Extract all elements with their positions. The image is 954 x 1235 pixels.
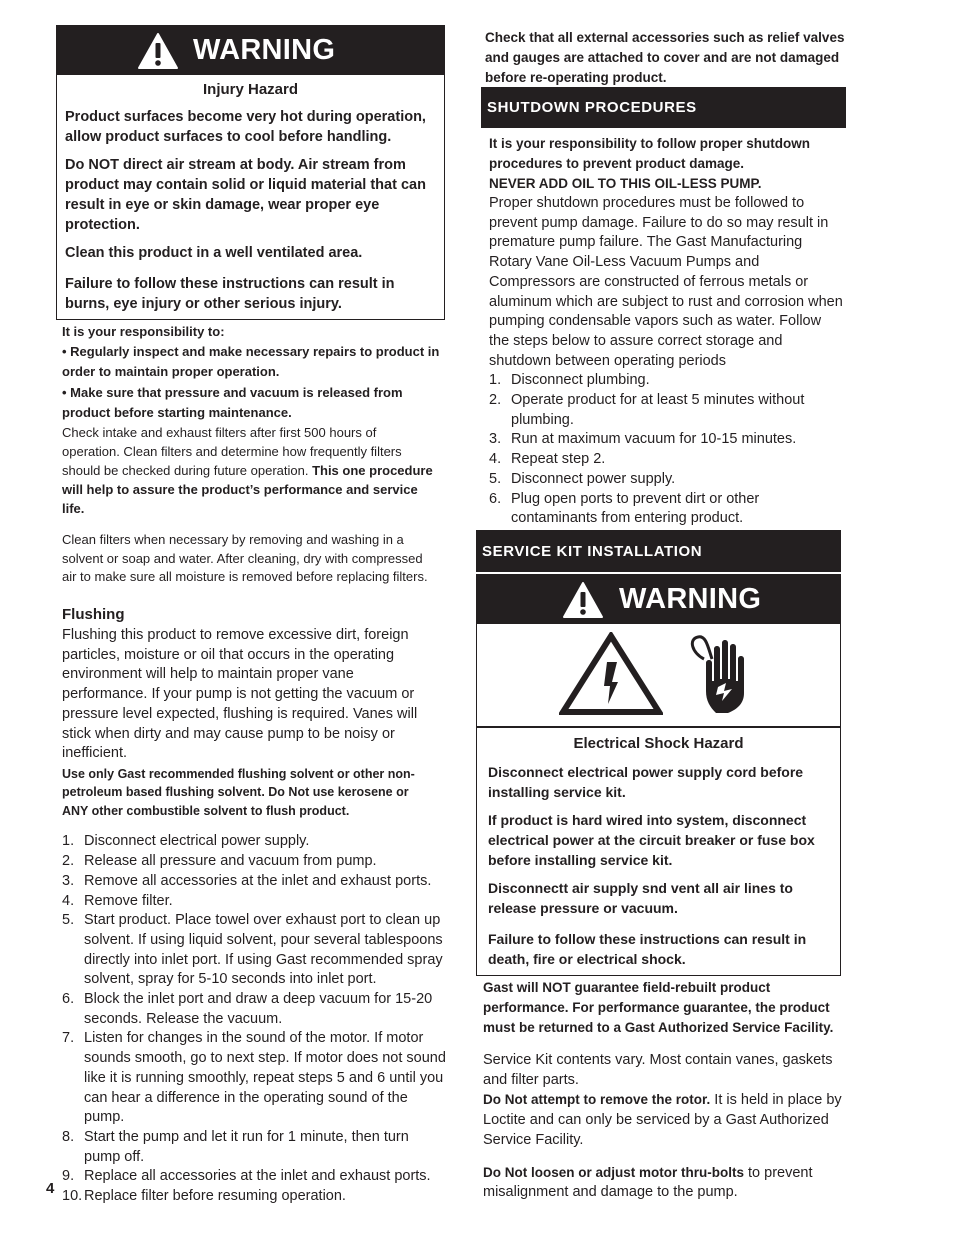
filters-section: [62, 423, 437, 587]
list-item: [489, 490, 845, 529]
warning-triangle-icon: [137, 32, 179, 70]
bolts-warning: Do Not loosen or adjust motor thru-bolts: [483, 1164, 744, 1180]
shutdown-oil-warning: NEVER ADD OIL TO THIS OIL-LESS PUMP.: [489, 176, 762, 191]
step-number: 6.: [62, 991, 75, 1008]
step-text: Start product. Place towel over exhaust port to clean up solvent. If using liquid solvent, pour several tablespoons directly into inlet port. If using Gast recommended spray solvent, spray for 5-10 seconds into inlet port.: [84, 912, 443, 988]
step-number: 3.: [62, 872, 75, 889]
shutdown-section: [489, 134, 845, 529]
responsibility-intro: It is your responsibility to:: [62, 324, 225, 339]
list-item: [62, 990, 449, 1029]
warning-text: Product surfaces become very hot during operation, allow product surfaces to cool before handling.: [65, 109, 426, 145]
step-number: 9.: [62, 1168, 75, 1185]
step-number: 10.: [62, 1188, 83, 1205]
kit-contents-text: Service Kit contents vary. Most contain vanes, gaskets and filter parts.: [483, 1052, 833, 1088]
filter-check-text: Check intake and exhaust filters after first 500 hours of operation. Clean filters and determine how frequently filters should be checked during future operation.: [62, 425, 402, 478]
warning-text: Clean this product in a well ventilated area.: [65, 245, 363, 261]
step-text: Block the inlet port and draw a deep vacuum for 15-20 seconds. Release the vacuum.: [84, 991, 433, 1027]
step-number: 6.: [489, 490, 502, 507]
shutdown-heading: [481, 87, 846, 128]
filter-check-emphasis: This one procedure will help to assure the product’s performance and service life.: [62, 463, 433, 516]
flushing-caution: Use only Gast recommended flushing solvent or other non-petroleum based flushing solvent. Do Not use kerosene or ANY other combustible solvent to flush product.: [62, 766, 415, 818]
flushing-body: Flushing this product to remove excessive dirt, foreign particles, moisture or oil that occurs in the operating environment will help to maintain proper vane performance. If your pump is not getting the vacuum or pressure level expected, flushing is required. Vanes will stick when dirty and may cause pump to be noisy or inefficient.: [62, 627, 418, 762]
warning-triangle-icon: [562, 581, 604, 619]
step-number: 5.: [62, 912, 75, 929]
step-text: Remove all accessories at the inlet and exhaust ports.: [84, 872, 432, 889]
responsibility-bullet: • Make sure that pressure and vacuum is released from product before starting maintenance.: [62, 385, 403, 420]
list-item: [62, 911, 449, 990]
step-number: 2.: [489, 392, 502, 409]
list-item: [62, 852, 449, 872]
warning-title: WARNING: [193, 34, 336, 66]
step-number: 3.: [489, 431, 502, 448]
step-number: 8.: [62, 1128, 75, 1145]
step-number: 7.: [62, 1030, 75, 1047]
flushing-heading: Flushing: [62, 606, 125, 623]
list-item: [62, 832, 449, 852]
list-item: [62, 892, 449, 912]
bolts-paragraph: [483, 1163, 843, 1203]
list-item: [489, 430, 845, 450]
high-voltage-icon: [559, 632, 663, 716]
step-text: Disconnect plumbing.: [511, 372, 650, 389]
list-item: [489, 470, 845, 490]
filter-clean-paragraph: Clean filters when necessary by removing and washing in a solvent or soap and water. After cleaning, dry with compressed air to make sure all moisture is removed before replacing filters.: [62, 532, 428, 584]
accessories-check-text: Check that all external accessories such as relief valves and gauges are attached to cover and are not damaged before re-operating product.: [485, 30, 845, 85]
warning-text: Disconnect electrical power supply cord before installing service kit.: [488, 764, 804, 800]
shutdown-responsibility: It is your responsibility to follow proper shutdown procedures to prevent product damage.: [489, 136, 811, 171]
list-item: [489, 371, 845, 391]
hazard-pictograms: [477, 624, 840, 728]
warning-text: Do NOT direct air stream at body. Air stream from product may contain solid or liquid material that can result in eye or skin damage, wear proper eye protection.: [65, 157, 426, 233]
service-kit-heading: [476, 530, 841, 572]
step-text: Listen for changes in the sound of the motor. If motor sounds smooth, go to next step. If motor does not sound like it is running smoothly, repeat steps 5 and 6 until you can hear a difference in the operating sound of the pump.: [84, 1030, 446, 1126]
step-text: Disconnect power supply.: [511, 470, 676, 487]
responsibility-bullet: • Regularly inspect and make necessary repairs to product in order to maintain proper operation.: [62, 344, 440, 379]
step-text: Replace all accessories at the inlet and exhaust ports.: [84, 1168, 431, 1185]
step-number: 1.: [62, 833, 75, 850]
shutdown-heading-text: SHUTDOWN PROCEDURES: [487, 99, 697, 116]
shutdown-body: Proper shutdown procedures must be followed to prevent pump damage. Failure to do so may result in premature pump failure. The Gast Manufacturing Rotary Vane Oil-Less Vacuum Pumps and Compressors are constructed of ferrous metals or aluminum which are subject to rust and corrosion when pumping condensable vapors such as water. Follow the steps below to assure correct storage and shutdown between operating periods: [489, 195, 843, 369]
warning-text: Disconnectt air supply snd vent all air lines to release pressure or vacuum.: [488, 880, 793, 916]
step-text: Remove filter.: [84, 892, 173, 909]
injury-warning-box: [56, 25, 445, 320]
electric-shock-hand-icon: [682, 628, 762, 720]
hazard-title: Injury Hazard: [202, 81, 299, 98]
warning-header: [477, 575, 840, 624]
warning-text: Failure to follow these instructions can result in death, fire or electrical shock.: [488, 931, 807, 967]
rotor-warning: Do Not attempt to remove the rotor.: [483, 1092, 711, 1108]
flushing-steps: [62, 832, 449, 1206]
warning-text: If product is hard wired into system, disconnect electrical power at the circuit breaker or fuse box before installing service kit.: [488, 812, 815, 868]
electrical-warning-box: [476, 574, 841, 976]
page-number: 4: [46, 1180, 55, 1197]
step-text: Start the pump and let it run for 1 minute, then turn pump off.: [84, 1128, 409, 1165]
list-item: [62, 1029, 449, 1128]
step-text: Operate product for at least 5 minutes without plumbing.: [511, 392, 805, 428]
list-item: [489, 450, 845, 470]
service-kit-heading-text: SERVICE KIT INSTALLATION: [482, 542, 703, 560]
step-text: Plug open ports to prevent dirt or other contaminants from entering product.: [511, 490, 760, 527]
rotor-text: It is held in place by Loctite and can only be serviced by a Gast Authorized Service Facility.: [483, 1092, 842, 1148]
warning-title: WARNING: [619, 583, 762, 615]
bolts-text: to prevent misalignment and damage to the pump.: [483, 1164, 813, 1201]
step-text: Release all pressure and vacuum from pump.: [84, 853, 377, 870]
step-number: 1.: [489, 372, 502, 389]
service-kit-section: [483, 978, 843, 1203]
list-item: [62, 1167, 449, 1187]
step-text: Replace filter before resuming operation.: [84, 1188, 346, 1205]
flushing-section: [62, 604, 449, 1207]
step-text: Repeat step 2.: [511, 451, 606, 468]
step-number: 4.: [489, 451, 502, 468]
list-item: [489, 391, 845, 430]
list-item: [62, 872, 449, 892]
list-item: [62, 1187, 449, 1207]
step-number: 2.: [62, 853, 75, 870]
list-item: [62, 1128, 449, 1167]
step-text: Run at maximum vacuum for 10-15 minutes.: [511, 431, 797, 448]
filter-check-paragraph: [62, 423, 437, 518]
warning-header: [57, 26, 444, 75]
responsibility-section: [62, 322, 442, 423]
step-number: 5.: [489, 470, 502, 487]
rotor-paragraph: [483, 1090, 843, 1150]
shutdown-steps: [489, 371, 845, 529]
step-text: Disconnect electrical power supply.: [84, 833, 310, 850]
guarantee-text: Gast will NOT guarantee field-rebuilt product performance. For performance guarantee, the product must be returned to a Gast Authorized Service Facility.: [483, 980, 834, 1035]
warning-text: Failure to follow these instructions can result in burns, eye injury or other serious injury.: [65, 276, 395, 312]
hazard-title: Electrical Shock Hazard: [573, 735, 744, 752]
step-number: 4.: [62, 892, 75, 909]
